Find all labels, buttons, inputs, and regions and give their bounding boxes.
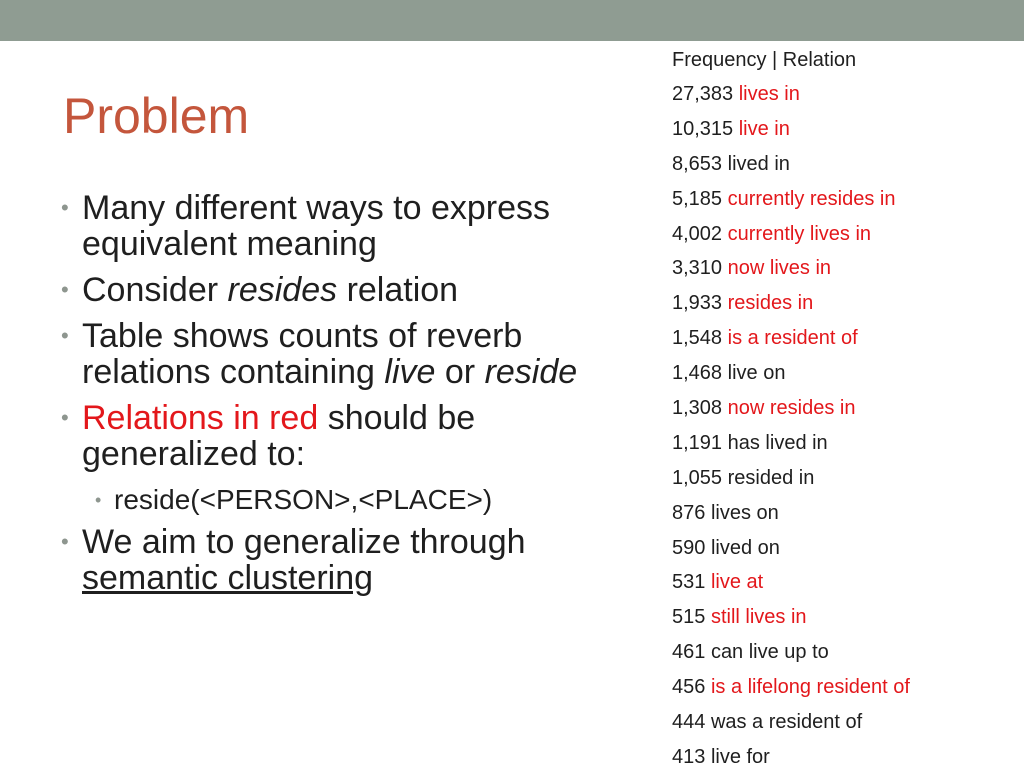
table-row (672, 77, 1012, 112)
bullet-list (58, 190, 618, 606)
table-row (672, 321, 1012, 356)
table-row (672, 182, 1012, 217)
relation-phrase: now lives in (727, 257, 832, 280)
table-row (672, 217, 1012, 252)
bullet-dot-icon: • (61, 195, 69, 220)
relation-phrase: live on (727, 362, 786, 385)
table-row (672, 600, 1012, 635)
frequency-count: 515 (672, 606, 706, 629)
relation-phrase: still lives in (710, 606, 807, 629)
relation-phrase: live for (710, 745, 770, 768)
frequency-count: 456 (672, 676, 706, 699)
bullet-item (58, 272, 618, 308)
table-row (672, 286, 1012, 321)
bullet-text: Many different ways to express equivalent meaning (82, 189, 551, 263)
table-rows (672, 77, 1012, 775)
frequency-count: 1,933 (672, 292, 723, 315)
bullet-text: Consider (82, 271, 228, 309)
sub-bullet-item (58, 482, 618, 518)
table-row (672, 147, 1012, 182)
table-row (672, 426, 1012, 461)
frequency-count: 590 (672, 536, 706, 559)
frequency-count: 1,468 (672, 362, 723, 385)
relation-phrase: lives in (738, 83, 800, 105)
table-header: Frequency | Relation (672, 49, 857, 71)
relation-phrase: now resides in (727, 397, 856, 420)
emphasis-text: live (384, 353, 436, 391)
table-row (672, 705, 1012, 740)
bullet-dot-icon: • (61, 405, 69, 430)
relation-phrase: is a lifelong resident of (710, 676, 910, 699)
bullet-text: Table shows counts of reverb relations containing (82, 317, 523, 391)
highlight-text: Relations in red (82, 399, 319, 437)
relation-phrase: was a resident of (710, 711, 863, 734)
relation-phrase: lived in (727, 152, 790, 175)
frequency-count: 3,310 (672, 257, 723, 280)
bullet-dot-icon: • (61, 529, 69, 554)
relation-frequency-table (672, 44, 1012, 775)
sub-bullet-text: reside(<PERSON>,<PLACE>) (114, 484, 493, 515)
frequency-count: 413 (672, 745, 706, 768)
frequency-count: 4,002 (672, 222, 723, 245)
relation-phrase: currently lives in (727, 222, 872, 245)
table-row (672, 356, 1012, 391)
relation-phrase: resides in (727, 292, 814, 315)
relation-phrase: has lived in (727, 431, 828, 454)
frequency-count: 1,308 (672, 397, 723, 420)
bullet-text: relation (337, 271, 459, 309)
table-row (672, 391, 1012, 426)
frequency-count: 1,191 (672, 431, 723, 454)
slide-title: Problem (63, 88, 250, 144)
bullet-item (58, 524, 618, 596)
frequency-count: 8,653 (672, 152, 723, 175)
bullet-dot-icon: • (61, 323, 69, 348)
bullet-dot-icon: • (95, 490, 102, 510)
frequency-count: 1,055 (672, 466, 723, 489)
relation-phrase: is a resident of (727, 327, 858, 350)
bullet-text: We aim to generalize through (82, 523, 526, 561)
frequency-count: 10,315 (672, 117, 734, 140)
frequency-count: 461 (672, 641, 706, 664)
bullet-text: or (435, 353, 485, 391)
table-row (672, 565, 1012, 600)
relation-phrase: live in (738, 117, 790, 140)
table-row (672, 112, 1012, 147)
bullet-item (58, 318, 618, 390)
frequency-count: 27,383 (672, 83, 734, 105)
relation-phrase: lives on (710, 501, 779, 524)
relation-phrase: live at (710, 571, 764, 594)
table-row (672, 461, 1012, 496)
table-row (672, 496, 1012, 531)
relation-phrase: currently resides in (727, 187, 896, 210)
table-row (672, 635, 1012, 670)
relation-phrase: can live up to (710, 641, 829, 664)
table-row (672, 531, 1012, 566)
emphasis-text: reside (484, 353, 578, 391)
semantic-clustering-link[interactable]: semantic clustering (82, 559, 374, 597)
frequency-count: 531 (672, 571, 706, 594)
bullet-item (58, 400, 618, 472)
frequency-count: 1,548 (672, 327, 723, 350)
relation-phrase: lived on (710, 536, 780, 559)
frequency-count: 876 (672, 501, 706, 524)
top-accent-bar (0, 0, 1024, 41)
table-row (672, 670, 1012, 705)
frequency-count: 5,185 (672, 187, 723, 210)
table-row (672, 740, 1012, 775)
emphasis-text: resides (227, 271, 338, 309)
table-row (672, 251, 1012, 286)
relation-phrase: resided in (727, 466, 815, 489)
bullet-text: should be generalized to: (82, 399, 476, 473)
frequency-count: 444 (672, 711, 706, 734)
bullet-item (58, 190, 618, 262)
bullet-dot-icon: • (61, 277, 69, 302)
